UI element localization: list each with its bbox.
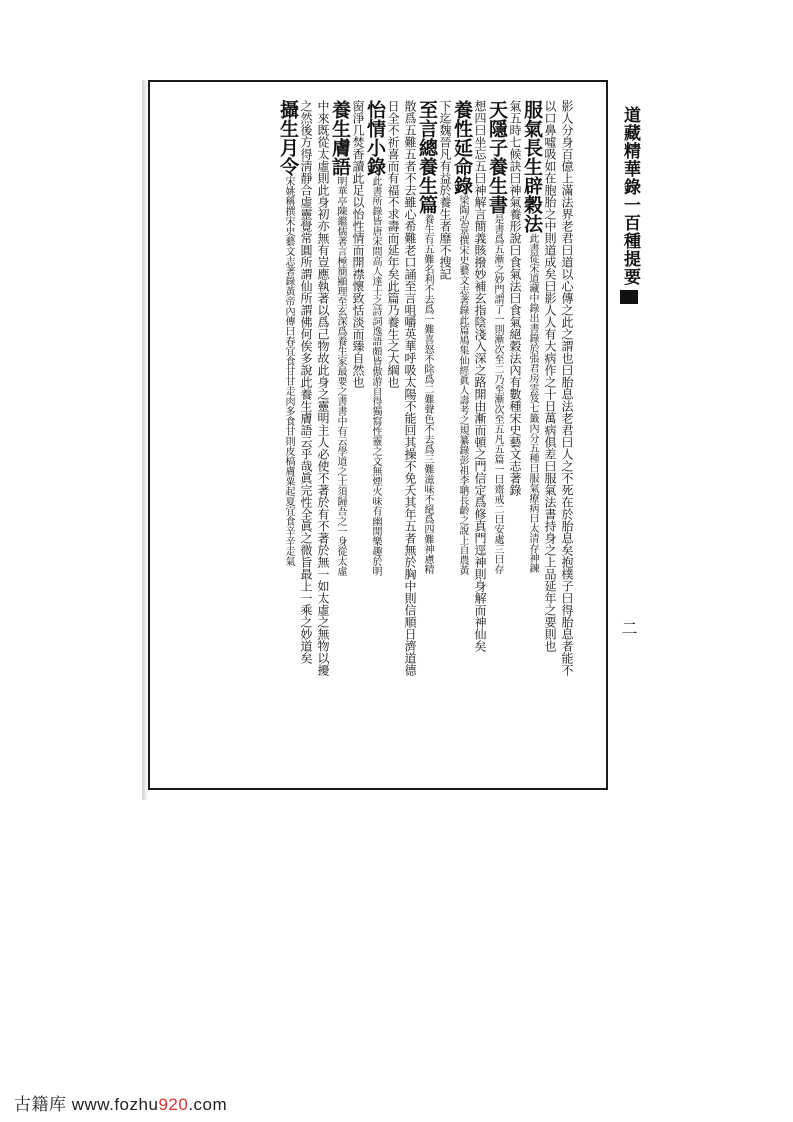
- entry-heading-column: [329, 100, 351, 780]
- entry-heading-column: [277, 100, 299, 780]
- entry-title: 服氣長生辟穀法: [521, 100, 543, 233]
- text-column: [559, 100, 574, 780]
- entry-note: 此書從宋道藏中錄出書錄於張君房雲笈七籤內分五種曰服氣療病曰太清存神鍊: [527, 233, 538, 573]
- entry-note: 梁陶弘景撰宋史藝文志著錄此篇鳩集仙經眞人壽考之規纂錄彭祖李聃長齡之說上自農黃: [457, 195, 468, 575]
- scanned-page: [148, 80, 640, 800]
- entry-title: 攝生月令: [277, 100, 299, 176]
- entry-heading-column: [521, 100, 543, 780]
- folio-number: 二: [619, 620, 638, 636]
- text-column: [298, 100, 313, 780]
- text-column: [385, 100, 400, 780]
- title-fishtail-mark: [620, 290, 638, 304]
- entry-note: 養生有五難名利不去爲一難喜怒不除爲二難聲色不去爲三難滋味不絕爲四難神慮精: [422, 214, 433, 574]
- column-text: 散爲五難五者不去雖心希難老口誦至言咀嚼英華呼吸太陽不能回其操不免夭其年五者無於胸中則信順日濟道德: [403, 100, 417, 676]
- column-text: 影人分身百億上滿法界老君曰道以心傳之此之謂也曰胎息法老君曰人之不死在於胎息矣抱樸子曰得胎息者能不: [560, 100, 574, 676]
- watermark-prefix: 古籍库 www.fozhu: [14, 1095, 159, 1114]
- column-text: 中來既從太虛則此身初亦無有豈應執著以爲己物故此身之靈明主人必使不著於有不著於無一如太虛之無物以擾: [316, 100, 330, 676]
- text-column: [437, 100, 452, 780]
- column-text: 窗淨几焚香讀此足以怡性情而開襟懷致恬淡而臻自然也: [351, 100, 365, 388]
- entry-heading-column: [451, 100, 473, 780]
- entry-note: 此書所錄皆唐宋間高人達士之詩詞逸語頗皆傲游自得獨寫性靈之文無煙火味有幽閒樂趣於明: [370, 176, 381, 576]
- watermark-number: 920: [158, 1095, 189, 1114]
- entry-title: 怡情小錄: [364, 100, 386, 176]
- page-frame: [148, 80, 608, 790]
- entry-note: 明華亭陳繼儒著言極簡顯理至玄深爲養生家最要之書書中有云學道之士須歸吾之一身從太虛: [335, 176, 346, 576]
- column-text: 日全不祈喜而有福不求壽而延年矣此篇乃養生之大綱也: [386, 100, 400, 388]
- entry-title: 養生膚語: [329, 100, 351, 176]
- entry-note: 是書爲五漸之妙門謂了一則漸次至二乃至漸次至五凡五篇一曰齋戒二曰安處三曰存: [492, 214, 503, 574]
- column-text: 想四曰坐忘五曰神解言簡義賅撥妙補玄指陰淺入深之路開由漸而頓之門信定爲修真門逕神則身解而神仙矣: [473, 100, 487, 652]
- entry-note: 宋姚稱撰宋史藝文志著錄黃帝內傳曰春宜食甘甘走肉多食甘則皮槁膚粟起夏宜食辛辛走氣: [283, 176, 294, 566]
- running-title: 道藏精華錄一百種提要: [620, 106, 640, 286]
- running-title-block: [620, 106, 642, 806]
- entry-title: 至言總養生篇: [416, 100, 438, 214]
- text-column: [402, 100, 417, 780]
- column-text: 以口鼻噓吸如在胞胎之中則道成矣曰影人人有大病作之十日萬病俱差曰服氣法書持身之上品延年之要則也: [543, 100, 557, 652]
- watermark-suffix: .com: [188, 1095, 228, 1114]
- text-column: [507, 100, 522, 780]
- entry-title: 養性延命錄: [451, 100, 473, 195]
- entry-heading-column: [486, 100, 508, 780]
- column-text: 氣五時七候訣曰神氣養形說曰食氣法曰食氣絕穀法內有數種宋史藝文志著錄: [508, 100, 522, 496]
- text-column: [542, 100, 557, 780]
- entry-title: 天隱子養生書: [486, 100, 508, 214]
- entry-heading-column: [416, 100, 438, 780]
- text-column: [472, 100, 487, 780]
- entry-heading-column: [364, 100, 386, 780]
- site-watermark[interactable]: [14, 1090, 227, 1115]
- text-column: [350, 100, 365, 780]
- text-columns: [180, 100, 574, 780]
- text-column: [315, 100, 330, 780]
- column-text: 下迄魏晉凡有益於養生者靡不搜記: [438, 100, 452, 280]
- column-text: 之然後方得淸靜合虛靈覺常圓所謂仙所謂佛何俟多說此養生膚語云乎哉眞完性全眞之微旨最上一乘之妙道矣: [299, 100, 313, 664]
